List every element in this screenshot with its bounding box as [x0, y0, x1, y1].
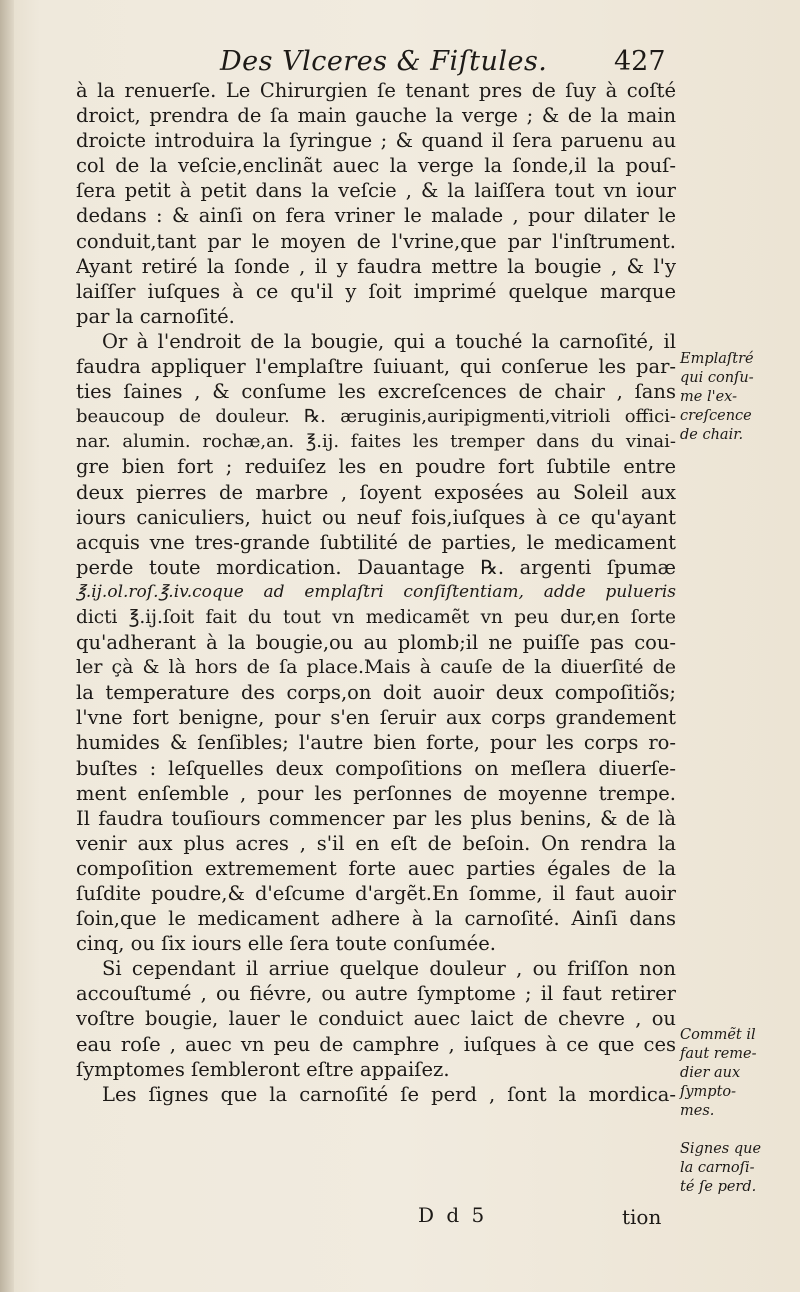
body-text [76, 78, 676, 1107]
text-line: venir aux plus acres , s'il en eſt de beſoin. On rendra la [76, 831, 676, 855]
text-line: ſoin,que le medicament adhere à la carnoſité. Ainſi dans [76, 907, 676, 931]
margin-note-line: Commẽt il [680, 1027, 756, 1043]
text-line: ſuſdite poudre,& d'eſcume d'argẽt.En ſomme, il faut auoir [76, 882, 676, 905]
text-line: droict, prendra de ſa main gauche la verge ; & de la main [76, 104, 676, 128]
text-line: compoſition extremement forte auec parties égales de la [76, 856, 676, 880]
text-line: Or à l'endroit de la bougie, qui a touché la carnoſité, il [102, 329, 676, 353]
text-line: buſtes : leſquelles deux compoſitions on meſlera diuerſe- [76, 756, 676, 780]
margin-note-line: ſympto- [680, 1084, 737, 1100]
text-line: droicte introduira la ſyringue ; & quand il ſera paruenu au [76, 129, 676, 153]
text-line: par la carnoſité. [76, 304, 235, 328]
text-line: eau roſe , auec vn peu de camphre , iuſques à ce que ces [76, 1032, 676, 1056]
text-line: cinq, ou ſix iours elle ſera toute conſumée. [76, 932, 496, 956]
text-line: ℥.ij.ol.roſ.℥.iv.coque ad emplaſtri conſiſtentiam, adde pulueris [76, 581, 676, 602]
text-line: ment enſemble , pour les perſonnes de moyenne trempe. [76, 781, 676, 805]
margin-note-line: me l'ex- [680, 389, 737, 405]
margin-note-line: Emplaſtré [680, 351, 754, 367]
text-line: deux pierres de marbre , ſoyent exposées au Soleil aux [76, 480, 676, 504]
margin-note-line: Signes que [680, 1141, 762, 1157]
text-line: Ayant retiré la ſonde , il y faudra mettre la bougie , & l'y [76, 254, 676, 278]
text-line: la temperature des corps,on doit auoir deux compoſitiõs; [76, 681, 676, 705]
margin-note-emplastre [680, 350, 798, 445]
text-line: dedans : & ainſi on fera vriner le malade , pour dilater le [76, 204, 676, 228]
text-line: col de la veſcie,enclinãt auec la verge la ſonde,il la pouſ- [76, 154, 676, 178]
margin-note-line: la carnoſi- [680, 1160, 755, 1176]
binding-shadow [0, 0, 14, 1292]
page-number: 427 [614, 46, 666, 77]
margin-note-line: creſcence [680, 408, 752, 424]
signature-mark: D d 5 [418, 1203, 488, 1227]
text-line: humides & ſenſibles; l'autre bien forte, pour les corps ro- [76, 731, 676, 755]
text-line: faudra appliquer l'emplaſtre ſuiuant, qui conſerue les par- [76, 355, 676, 379]
margin-note-line: de chair. [680, 427, 744, 443]
text-line: dicti ℥.ij.ſoit fait du tout vn medicamẽt vn peu dur,en ſorte [76, 606, 676, 628]
margin-note-line: faut reme- [680, 1046, 757, 1062]
text-line: qu'adherant à la bougie,ou au plomb;il ne puiſſe pas cou- [76, 631, 676, 655]
text-line: ties ſaines , & conſume les excreſcences de chair , ſans [76, 380, 676, 404]
text-line: gre bien fort ; reduiſez les en poudre fort ſubtile entre [76, 455, 676, 479]
margin-note-line: dier aux [680, 1065, 741, 1081]
margin-note-line: qui conſu- [680, 370, 754, 386]
text-line: Les ſignes que la carnoſité ſe perd , ſont la mordica- [102, 1082, 676, 1106]
text-line: nar. alumin. rochæ,an. ℥.ij. faites les tremper dans du vinai- [76, 431, 676, 453]
running-title: Des Vlceres & Fiſtules. [220, 46, 548, 77]
text-line: ler çà & là hors de ſa place.Mais à cauſe de la diuerſité de [76, 656, 676, 679]
margin-note-line: té ſe perd. [680, 1179, 757, 1195]
text-line: l'vne fort benigne, pour s'en ſeruir aux corps grandement [76, 706, 676, 730]
text-line: ſera petit à petit dans la veſcie , & la laiſſera tout vn iour [76, 179, 676, 203]
text-line: beaucoup de douleur. ℞. æruginis,auripigmenti,vitrioli offici- [76, 406, 676, 428]
margin-note-line: mes. [680, 1103, 715, 1119]
text-line: à la renuerſe. Le Chirurgien ſe tenant pres de ſuy à coſté [76, 79, 676, 102]
text-line: conduit,tant par le moyen de l'vrine,que par l'inſtrument. [76, 229, 676, 253]
text-line: iours caniculiers, huict ou neuf fois,iuſques à ce qu'ayant [76, 505, 676, 529]
text-line: ſymptomes ſembleront eſtre appaiſez. [76, 1057, 450, 1081]
text-line: laiſſer iuſques à ce qu'il y ſoit imprimé quelque marque [76, 279, 676, 303]
text-line: voſtre bougie, lauer le conduict auec laict de chevre , ou [76, 1007, 676, 1031]
margin-note-signes [680, 1140, 798, 1197]
text-line: Il faudra touſiours commencer par les plus benins, & de là [76, 806, 676, 830]
text-line: accouſtumé , ou fiévre, ou autre ſymptome ; il faut retirer [76, 982, 676, 1006]
text-line: perde toute mordication. Dauantage ℞. argenti ſpumæ [76, 555, 676, 579]
text-line: Si cependant il arriue quelque douleur , ou friſſon non [102, 957, 676, 981]
text-line: acquis vne tres-grande ſubtilité de parties, le medicament [76, 530, 676, 554]
catchword: tion [622, 1205, 662, 1229]
margin-note-symptomes [680, 1026, 798, 1121]
